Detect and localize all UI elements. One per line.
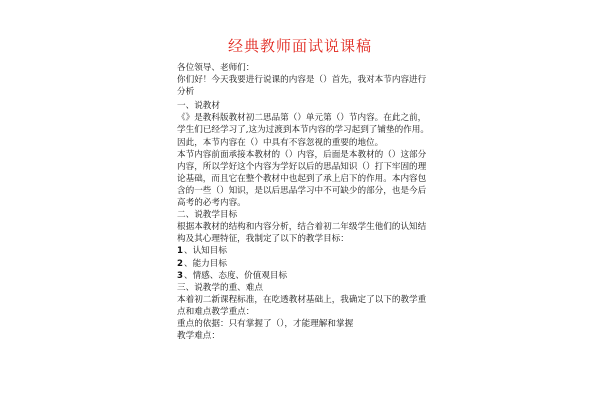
goal-item-emotion	[177, 270, 432, 282]
goal-number: 1	[177, 246, 183, 257]
textbook-paragraph-1: 《》是教科版教材初二思品第（）单元第（）节内容。在此之前，学生们已经学习了,这为过渡到本节内容的学习起到了铺垫的作用。因此，本节内容在（）中具有不容忽视的重要的地位。	[177, 113, 429, 148]
goal-item-cognitive	[177, 245, 432, 257]
section-heading-key-points: 三、说教学的重、难点	[177, 282, 263, 293]
goal-label: 、能力目标	[183, 258, 227, 269]
goal-label: 、认知目标	[183, 246, 227, 257]
textbook-paragraph-2: 本节内容前面承接本教材的（）内容，后面是本教材的（）这部分内容，所以学好这个内容为学好以后的思品知识（）打下牢固的理论基础，而且它在整个教材中也起到了承上启下的作用。本内容包含的一些（）知识，是以后思品学习中不可缺少的部分，也是今后高考的必考内容。	[177, 149, 427, 209]
section-heading-textbook: 一、说教材	[177, 101, 220, 112]
key-points-paragraph: 本着初二新课程标准，在吃透教材基础上，我确定了以下的教学重点和难点教学重点：	[177, 294, 427, 317]
key-points-basis: 重点的依据：只有掌握了（），才能理解和掌握	[177, 318, 354, 329]
intro-paragraph: 你们好！今天我要进行说课的内容是（）首先，我对本节内容进行分析	[177, 75, 427, 98]
goal-item-ability	[177, 258, 432, 270]
document-title: 经典教师面试说课稿	[227, 37, 372, 55]
goals-paragraph: 根据本教材的结构和内容分析，结合着初二年级学生他们的认知结构及其心理特征，我制定了以下的教学目标：	[177, 222, 427, 245]
goal-number: 3	[177, 270, 183, 281]
greeting: 各位领导、老师们：	[177, 63, 255, 73]
goal-label: 、情感、态度、价值观目标	[183, 270, 288, 281]
section-heading-goals: 二、说教学目标	[177, 210, 238, 221]
teaching-difficulty: 教学难点：	[177, 331, 220, 342]
document-body	[177, 62, 432, 342]
goal-number: 2	[177, 258, 183, 269]
